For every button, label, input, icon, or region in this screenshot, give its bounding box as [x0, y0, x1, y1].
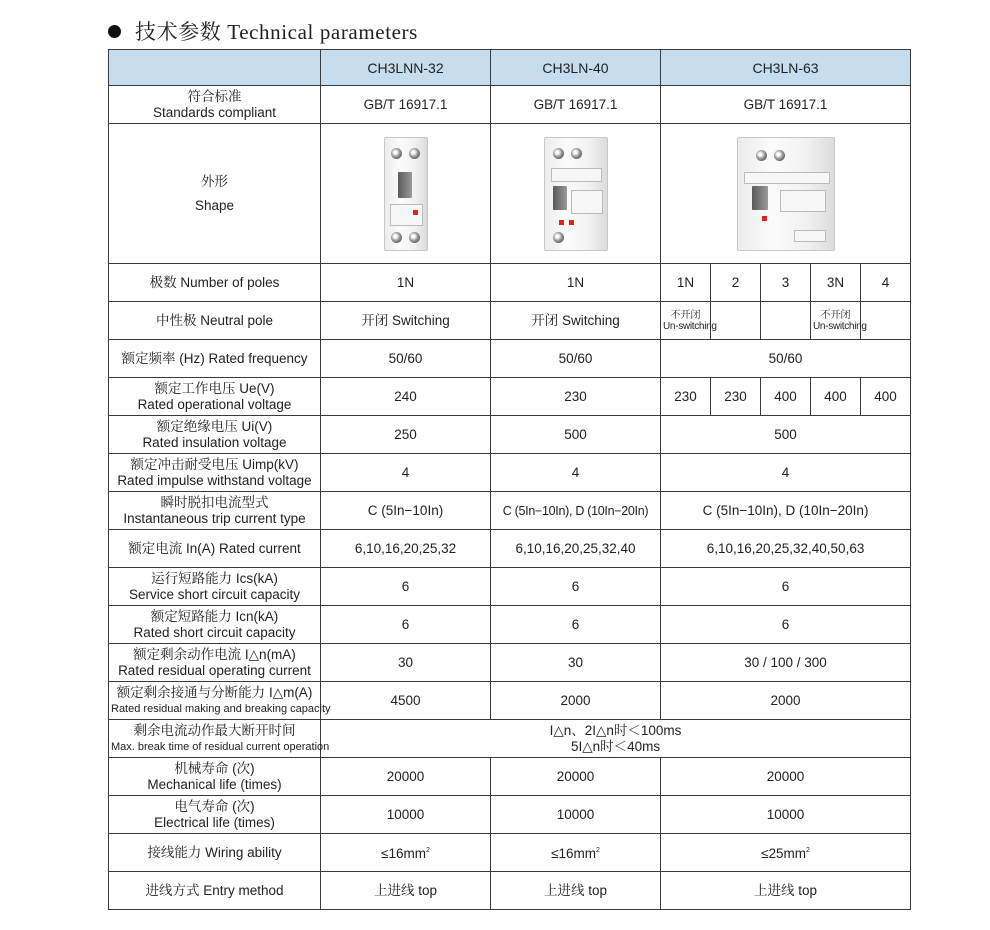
table-cell: 10000 — [661, 796, 911, 834]
table-row — [109, 416, 911, 454]
table-row — [109, 378, 911, 416]
table-cell: 230 — [661, 378, 711, 416]
header-blank — [109, 50, 321, 86]
model-header: CH3LN-40 — [491, 50, 661, 86]
table-row — [109, 682, 911, 720]
row-label: 额定工作电压 Ue(V) Rated operational voltage — [109, 378, 321, 416]
row-label: 中性极 Neutral pole — [109, 302, 321, 340]
table-row — [109, 872, 911, 910]
table-cell: 10000 — [321, 796, 491, 834]
table-cell: 上进线 top — [661, 872, 911, 910]
table-cell: 30 — [321, 644, 491, 682]
table-row — [109, 302, 911, 340]
table-cell — [761, 302, 811, 340]
table-row — [109, 492, 911, 530]
table-cell: 2 — [711, 264, 761, 302]
row-label: 外形 Shape — [109, 124, 321, 264]
row-label: 额定绝缘电压 Ui(V) Rated insulation voltage — [109, 416, 321, 454]
table-cell: 400 — [861, 378, 911, 416]
row-label: 额定频率 (Hz) Rated frequency — [109, 340, 321, 378]
bullet-icon — [108, 25, 121, 38]
table-cell: 上进线 top — [321, 872, 491, 910]
table-cell: 20000 — [321, 758, 491, 796]
row-label: 额定短路能力 Icn(kA) Rated short circuit capacity — [109, 606, 321, 644]
table-cell: 20000 — [661, 758, 911, 796]
table-cell: 6 — [661, 568, 911, 606]
table-cell: 不开闭 Un-switching — [661, 302, 711, 340]
table-cell: 400 — [811, 378, 861, 416]
table-row — [109, 834, 911, 872]
row-label: 符合标准 Standards compliant — [109, 86, 321, 124]
table-row — [109, 568, 911, 606]
table-cell: 240 — [321, 378, 491, 416]
row-label: 额定剩余动作电流 I△n(mA) Rated residual operating current — [109, 644, 321, 682]
table-cell: 2000 — [491, 682, 661, 720]
row-label: 运行短路能力 Ics(kA) Service short circuit capacity — [109, 568, 321, 606]
table-cell: GB/T 16917.1 — [661, 86, 911, 124]
table-cell: 开闭 Switching — [491, 302, 661, 340]
table-cell: C (5In−10In), D (10In−20In) — [661, 492, 911, 530]
table-cell: 30 — [491, 644, 661, 682]
table-cell: 500 — [661, 416, 911, 454]
table-cell: 1N — [491, 264, 661, 302]
table-cell: 3 — [761, 264, 811, 302]
row-label: 机械寿命 (次) Mechanical life (times) — [109, 758, 321, 796]
section-heading — [108, 16, 418, 46]
device-image-cell — [491, 124, 661, 264]
table-cell: 上进线 top — [491, 872, 661, 910]
table-cell: 4 — [491, 454, 661, 492]
table-cell: 4 — [861, 264, 911, 302]
row-label: 瞬时脱扣电流型式 Instantaneous trip current type — [109, 492, 321, 530]
device-image-cell — [661, 124, 911, 264]
table-cell: $\le 16mm^2$ — [321, 834, 491, 872]
table-row — [109, 530, 911, 568]
table-row — [109, 606, 911, 644]
table-cell: 6,10,16,20,25,32,40 — [491, 530, 661, 568]
table-cell: 6 — [491, 606, 661, 644]
table-cell: 250 — [321, 416, 491, 454]
table-row — [109, 644, 911, 682]
table-cell: 6 — [491, 568, 661, 606]
table-row — [109, 340, 911, 378]
table-row — [109, 86, 911, 124]
device-image-cell — [321, 124, 491, 264]
row-label: 进线方式 Entry method — [109, 872, 321, 910]
table-cell: 50/60 — [661, 340, 911, 378]
table-cell: 4500 — [321, 682, 491, 720]
table-row — [109, 264, 911, 302]
device-image-4p — [737, 137, 835, 251]
table-cell: 不开闭 Un-switching — [811, 302, 861, 340]
table-cell: 230 — [711, 378, 761, 416]
table-cell: 30 / 100 / 300 — [661, 644, 911, 682]
table-cell: 6,10,16,20,25,32 — [321, 530, 491, 568]
section-title: 技术参数 Technical parameters — [135, 20, 418, 44]
row-label: 额定剩余接通与分断能力 I△m(A) Rated residual making and breaking capacity — [109, 682, 321, 720]
table-cell: 500 — [491, 416, 661, 454]
table-row — [109, 454, 911, 492]
device-image-1p — [384, 137, 428, 251]
table-row — [109, 124, 911, 264]
table-cell: 10000 — [491, 796, 661, 834]
table-cell: GB/T 16917.1 — [491, 86, 661, 124]
row-label: 极数 Number of poles — [109, 264, 321, 302]
header-row — [109, 50, 911, 86]
table-cell: 6 — [321, 606, 491, 644]
device-image-2p — [544, 137, 608, 251]
row-label: 电气寿命 (次) Electrical life (times) — [109, 796, 321, 834]
table-cell: 230 — [491, 378, 661, 416]
table-cell: 4 — [321, 454, 491, 492]
table-cell — [861, 302, 911, 340]
table-cell: I△n、2I△n时＜100ms 5I△n时＜40ms — [321, 720, 911, 758]
row-label: 接线能力 Wiring ability — [109, 834, 321, 872]
table-cell: C (5In−10In) — [321, 492, 491, 530]
table-cell — [711, 302, 761, 340]
model-header: CH3LNN-32 — [321, 50, 491, 86]
table-cell: C (5In−10In), D (10In−20In) — [491, 492, 661, 530]
table-cell: 1N — [661, 264, 711, 302]
table-cell: 2000 — [661, 682, 911, 720]
row-label: 额定电流 In(A) Rated current — [109, 530, 321, 568]
table-cell: 4 — [661, 454, 911, 492]
table-cell: 1N — [321, 264, 491, 302]
table-cell: 6 — [321, 568, 491, 606]
table-row — [109, 796, 911, 834]
table-cell: 开闭 Switching — [321, 302, 491, 340]
table-cell: $\le 25mm^2$ — [661, 834, 911, 872]
table-cell: $\le 16mm^2$ — [491, 834, 661, 872]
table-cell: 50/60 — [321, 340, 491, 378]
table-cell: GB/T 16917.1 — [321, 86, 491, 124]
row-label: 额定冲击耐受电压 Uimp(kV) Rated impulse withstand voltage — [109, 454, 321, 492]
table-cell: 50/60 — [491, 340, 661, 378]
table-cell: 20000 — [491, 758, 661, 796]
technical-parameters-table — [108, 49, 911, 910]
table-cell: 3N — [811, 264, 861, 302]
table-row — [109, 758, 911, 796]
table-row — [109, 720, 911, 758]
table-cell: 400 — [761, 378, 811, 416]
table-cell: 6 — [661, 606, 911, 644]
model-header: CH3LN-63 — [661, 50, 911, 86]
table-cell: 6,10,16,20,25,32,40,50,63 — [661, 530, 911, 568]
row-label: 剩余电流动作最大断开时间 Max. break time of residual current operation — [109, 720, 321, 758]
